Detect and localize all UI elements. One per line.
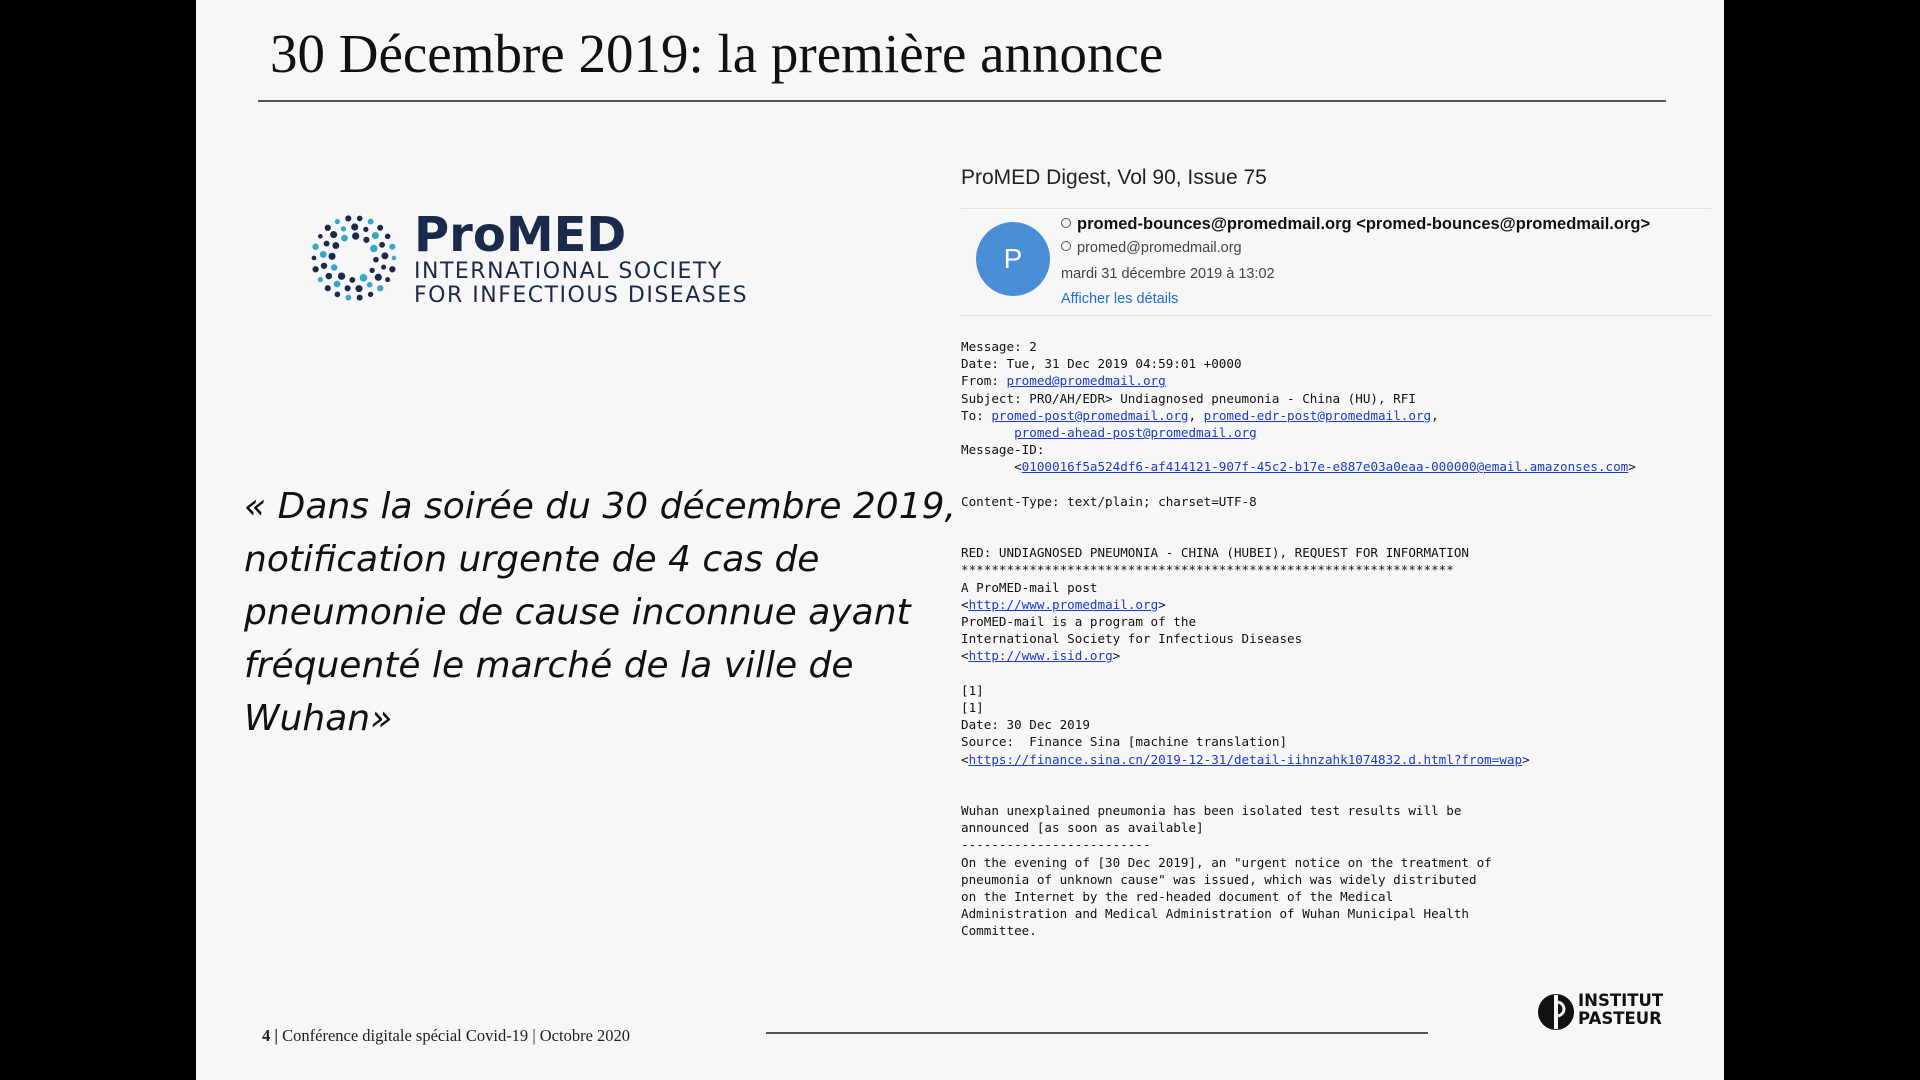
body-text: > bbox=[1628, 459, 1636, 475]
logo-dot bbox=[367, 282, 373, 288]
body-line: Subject: PRO/AH/EDR> Undiagnosed pneumonia - China (HU), RFI bbox=[961, 390, 1416, 406]
logo-dot bbox=[328, 253, 335, 260]
logo-dot bbox=[355, 285, 362, 292]
logo-dot bbox=[341, 235, 348, 242]
logo-dot bbox=[351, 223, 358, 230]
logo-dot bbox=[335, 219, 340, 224]
body-line: Committee. bbox=[961, 923, 1037, 939]
footer-divider bbox=[766, 1032, 1428, 1034]
logo-dot bbox=[318, 277, 323, 282]
logo-dot bbox=[325, 225, 331, 231]
promed-logo-name: ProMED bbox=[414, 207, 627, 263]
footer-separator: | bbox=[528, 1026, 540, 1045]
to-email-link-2[interactable]: promed-edr-post@promedmail.org bbox=[1203, 407, 1432, 423]
logo-dot bbox=[324, 241, 330, 247]
logo-dot bbox=[389, 266, 395, 272]
body-text: < bbox=[961, 648, 969, 664]
from-email-link[interactable]: promed@promedmail.org bbox=[1006, 373, 1166, 389]
logo-dot bbox=[381, 252, 388, 259]
logo-dot bbox=[321, 263, 327, 269]
body-text: , bbox=[1188, 407, 1204, 423]
body-text: < bbox=[961, 751, 969, 767]
body-line: ProMED-mail is a program of the bbox=[961, 614, 1197, 629]
pasteur-emblem-icon bbox=[1536, 992, 1576, 1032]
slide-footer bbox=[262, 1026, 630, 1046]
logo-dot bbox=[318, 234, 323, 239]
promed-logo-subtitle bbox=[414, 260, 748, 308]
logo-dot bbox=[341, 226, 346, 231]
logo-dot bbox=[377, 285, 383, 291]
blank-line bbox=[961, 510, 1636, 527]
promed-logo bbox=[304, 207, 749, 308]
blank-line bbox=[961, 665, 1636, 682]
logo-dot bbox=[370, 245, 378, 253]
body-line: [1] bbox=[961, 699, 984, 715]
body-line: On the evening of [30 Dec 2019], an "urgent notice on the treatment of bbox=[961, 854, 1492, 870]
body-line: Message-ID: bbox=[961, 442, 1045, 458]
logo-dot bbox=[360, 274, 368, 282]
footer-event: Conférence digitale spécial Covid-19 bbox=[282, 1026, 529, 1045]
email-body bbox=[961, 338, 1636, 940]
isid-link[interactable]: http://www.isid.org bbox=[968, 648, 1113, 664]
logo-dot bbox=[312, 244, 318, 250]
logo-dot bbox=[392, 256, 396, 260]
body-line bbox=[961, 424, 1636, 441]
logo-dot bbox=[332, 242, 339, 249]
logo-dot bbox=[334, 281, 341, 288]
logo-dot bbox=[368, 292, 373, 297]
logo-dot bbox=[368, 219, 374, 225]
logo-dot bbox=[326, 273, 333, 280]
body-text bbox=[961, 425, 1014, 440]
logo-dot bbox=[352, 232, 359, 239]
body-line: RED: UNDIAGNOSED PNEUMONIA - CHINA (HUBEI), REQUEST FOR INFORMATION bbox=[961, 545, 1469, 561]
to-email-link-1[interactable]: promed-post@promedmail.org bbox=[991, 407, 1189, 423]
body-line: announced [as soon as available] bbox=[961, 820, 1204, 836]
logo-dot bbox=[385, 277, 390, 282]
logo-dot bbox=[320, 251, 327, 258]
body-text: From: bbox=[961, 373, 1007, 389]
institut-pasteur-logo bbox=[1536, 990, 1664, 1034]
logo-dot bbox=[357, 216, 363, 222]
logo-dot bbox=[369, 268, 374, 273]
email-screenshot bbox=[961, 160, 1711, 960]
logo-dot bbox=[345, 285, 351, 291]
body-line bbox=[961, 458, 1636, 475]
blank-line bbox=[961, 785, 1636, 802]
footer-separator: | bbox=[270, 1026, 283, 1045]
logo-dot bbox=[330, 231, 337, 238]
logo-dot bbox=[377, 225, 383, 231]
body-line bbox=[961, 647, 1636, 664]
show-details-link[interactable]: Afficher les détails bbox=[1061, 291, 1179, 307]
body-text: To: bbox=[961, 407, 992, 423]
body-text: , bbox=[1431, 407, 1439, 423]
email-from bbox=[1061, 215, 1650, 234]
logo-dot bbox=[312, 256, 317, 261]
finance-sina-link[interactable]: https://finance.sina.cn/2019-12-31/detail-iihnzahk1074832.d.html?from=wap bbox=[968, 751, 1523, 767]
promed-logo-subtitle-line2: FOR INFECTIOUS DISEASES bbox=[414, 283, 749, 308]
status-dot-icon bbox=[1061, 241, 1071, 251]
logo-dot bbox=[312, 266, 318, 272]
status-dot-icon bbox=[1061, 218, 1071, 228]
footer-date: Octobre 2020 bbox=[539, 1026, 631, 1045]
body-line bbox=[961, 372, 1636, 389]
body-line: Date: Tue, 31 Dec 2019 04:59:01 +0000 bbox=[961, 356, 1242, 372]
body-line bbox=[961, 751, 1636, 768]
promedmail-link[interactable]: http://www.promedmail.org bbox=[968, 596, 1159, 612]
email-to-text: promed@promedmail.org bbox=[1077, 240, 1242, 256]
promed-logo-subtitle-line1: INTERNATIONAL SOCIETY bbox=[414, 259, 723, 284]
body-text: > bbox=[1112, 648, 1121, 664]
blank-line bbox=[961, 768, 1636, 785]
body-line: International Society for Infectious Diseases bbox=[961, 631, 1303, 647]
logo-dot bbox=[389, 244, 395, 250]
body-text: < bbox=[961, 459, 1022, 475]
body-line: on the Internet by the red-headed document of the Medical bbox=[961, 889, 1394, 904]
body-line: Message: 2 bbox=[961, 339, 1037, 354]
logo-dot bbox=[373, 257, 379, 263]
body-line: [1] bbox=[961, 682, 984, 698]
pasteur-logo-line2: PASTEUR bbox=[1578, 1009, 1662, 1028]
logo-dot bbox=[331, 264, 337, 270]
email-date: mardi 31 décembre 2019 à 13:02 bbox=[1061, 266, 1275, 282]
email-header-divider-bottom bbox=[961, 315, 1711, 316]
logo-dot bbox=[363, 227, 368, 232]
body-text: < bbox=[961, 596, 969, 612]
logo-dot bbox=[379, 242, 385, 248]
logo-dot bbox=[375, 274, 382, 281]
body-line: Administration and Medical Administration of Wuhan Municipal Health bbox=[961, 906, 1469, 922]
sender-avatar: P bbox=[976, 222, 1050, 296]
body-text: > bbox=[1522, 751, 1530, 767]
logo-dot bbox=[325, 285, 331, 291]
promed-dot-ring-icon bbox=[304, 208, 404, 308]
email-from-text: promed-bounces@promedmail.org <promed-bounces@promedmail.org> bbox=[1077, 215, 1651, 233]
body-text: > bbox=[1158, 596, 1166, 612]
email-to bbox=[1061, 240, 1242, 256]
body-line: Wuhan unexplained pneumonia has been isolated test results will be bbox=[961, 803, 1462, 819]
blank-line bbox=[961, 527, 1636, 544]
body-line: ***************************************************************** bbox=[961, 562, 1454, 578]
body-line: A ProMED-mail post bbox=[961, 579, 1098, 595]
logo-dot bbox=[372, 232, 379, 239]
logo-dot bbox=[385, 234, 390, 239]
email-header-divider bbox=[961, 208, 1711, 209]
page-number: 4 bbox=[262, 1026, 271, 1045]
logo-dot bbox=[338, 272, 345, 279]
title-divider bbox=[258, 100, 1666, 102]
logo-dot bbox=[349, 277, 355, 283]
logo-dot bbox=[363, 237, 369, 243]
logo-dot bbox=[381, 265, 386, 270]
slide-title: 30 Décembre 2019: la première annonce bbox=[270, 23, 1164, 84]
pasteur-logo-text bbox=[1578, 992, 1663, 1028]
logo-dot bbox=[357, 295, 363, 301]
body-line: pneumonia of unknown cause" was issued, which was widely distributed bbox=[961, 871, 1477, 887]
body-line: ------------------------- bbox=[961, 837, 1151, 853]
logo-dot bbox=[345, 295, 351, 301]
to-email-link-3[interactable]: promed-ahead-post@promedmail.org bbox=[1014, 424, 1257, 440]
body-line bbox=[961, 407, 1636, 424]
quote-text: « Dans la soirée du 30 décembre 2019, notification urgente de 4 cas de pneumonie de cause inconnue ayant fréquenté le marché de la ville de Wuhan» bbox=[244, 486, 956, 739]
body-line: Source: Finance Sina [machine translation] bbox=[961, 734, 1288, 750]
logo-dot bbox=[335, 292, 341, 298]
body-line: Content-Type: text/plain; charset=UTF-8 bbox=[961, 493, 1257, 509]
body-line: Date: 30 Dec 2019 bbox=[961, 717, 1090, 733]
blank-line bbox=[961, 476, 1636, 493]
email-subject-title: ProMED Digest, Vol 90, Issue 75 bbox=[961, 166, 1267, 189]
body-line bbox=[961, 596, 1636, 613]
message-id-link[interactable]: 0100016f5a524df6-af414121-907f-45c2-b17e-e887e03a0eaa-000000@email.amazonses.com bbox=[1021, 459, 1629, 475]
pasteur-logo-line1: INSTITUT bbox=[1578, 991, 1664, 1010]
presentation-slide bbox=[196, 0, 1724, 1080]
logo-dot bbox=[345, 215, 351, 221]
